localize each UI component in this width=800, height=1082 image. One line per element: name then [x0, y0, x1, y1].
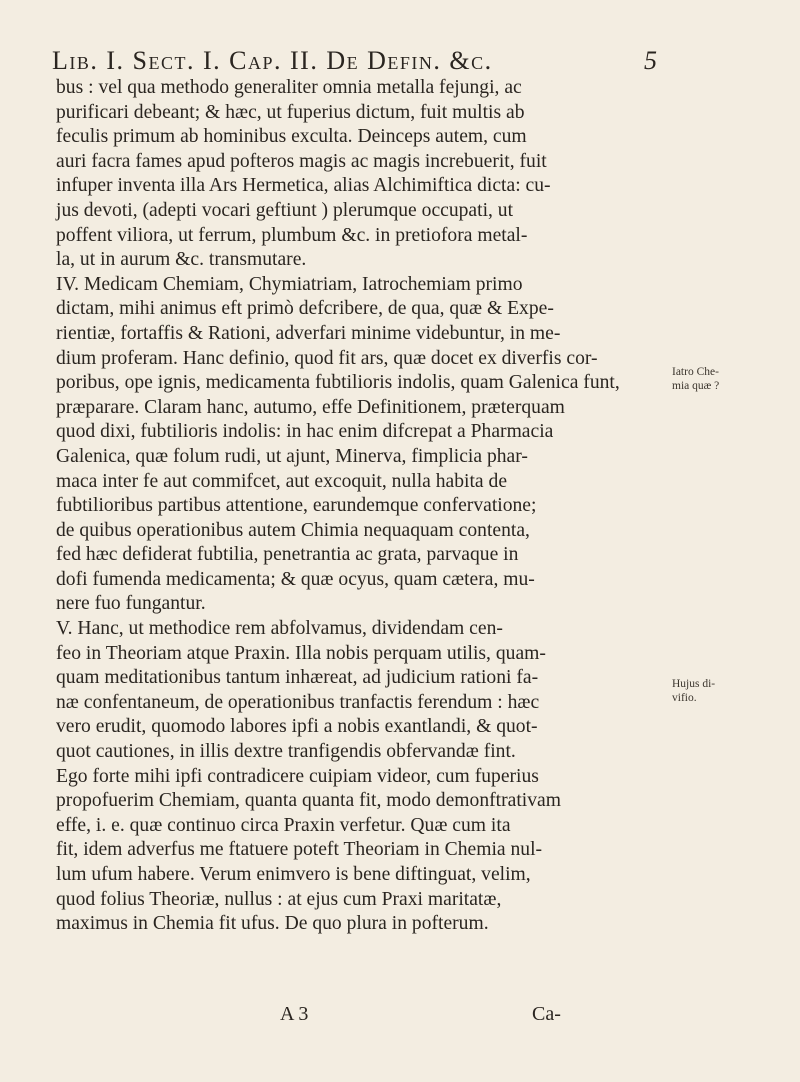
text-line: poribus, ope ignis, medicamenta fubtilioris indolis, quam Galenica funt,	[56, 372, 620, 394]
text-line: quod dixi, fubtilioris indolis: in hac enim difcrepat a Pharmacia	[56, 421, 554, 443]
text-line: jus devoti, (adepti vocari geftiunt ) plerumque occupati, ut	[56, 199, 514, 221]
margin-note-line: Iatro Che-	[672, 366, 719, 378]
text-line: dium proferam. Hanc definio, quod fit ars, quæ docet ex diverfis cor-	[56, 347, 598, 369]
text-line: purificari debeant; & hæc, ut fuperius dictum, fuit multis ab	[56, 101, 525, 123]
text-line: effe, i. e. quæ continuo circa Praxin verfetur. Quæ cum ita	[56, 814, 511, 836]
text-line: fed hæc defiderat fubtilia, penetrantia ac grata, parvaque in	[56, 544, 519, 566]
text-line: infuper inventa illa Ars Hermetica, alias Alchimiftica dicta: cu-	[56, 175, 551, 197]
margin-note-divisio	[672, 677, 715, 705]
text-line: præparare. Claram hanc, autumo, effe Definitionem, præterquam	[56, 396, 565, 418]
signature-mark: A 3	[280, 1003, 309, 1025]
text-line: bus : vel qua methodo generaliter omnia metalla fejungi, ac	[56, 77, 522, 98]
text-line: la, ut in aurum &c. transmutare.	[56, 249, 307, 271]
running-title: Lib. I. Sect. I. Cap. II. De Defin. &c.	[52, 46, 493, 75]
text-line: fit, idem adverfus me ftatuere poteft Theoriam in Chemia nul-	[56, 839, 543, 861]
page-number: 5	[644, 46, 657, 75]
text-line: Ego forte mihi ipfi contradicere cuipiam videor, cum fuperius	[56, 765, 539, 787]
text-line: nere fuo fungantur.	[56, 593, 206, 615]
text-line: vero erudit, quomodo labores ipfi a nobis exantlandi, & quot-	[56, 716, 538, 738]
catchword: Ca-	[532, 1003, 561, 1025]
text-line: dictam, mihi animus eft primò defcribere, de qua, quæ & Expe-	[56, 298, 554, 320]
margin-note-line: vifio.	[672, 692, 697, 704]
text-line: dofi fumenda medicamenta; & quæ ocyus, quam cætera, mu-	[56, 568, 535, 590]
text-line: poffent viliora, ut ferrum, plumbum &c. in pretiofora metal-	[56, 224, 528, 246]
text-line: quot cautiones, in illis dextre tranfigendis obfervandæ fint.	[56, 741, 516, 763]
text-line: V. Hanc, ut methodice rem abfolvamus, dividendam cen-	[56, 618, 503, 640]
text-line: de quibus operationibus autem Chimia nequaquam contenta,	[56, 519, 530, 541]
text-line: maca inter fe aut commifcet, aut excoquit, nulla habita de	[56, 470, 508, 492]
text-line: maximus in Chemia fit ufus. De quo plura in pofterum.	[56, 913, 489, 935]
text-line: quod folius Theoriæ, nullus : at ejus cum Praxi maritatæ,	[56, 888, 502, 910]
text-line: propofuerim Chemiam, quanta quanta fit, modo demonftrativam	[56, 790, 561, 812]
body-text	[56, 76, 666, 937]
margin-note-iatrochemia	[672, 365, 719, 393]
text-line: næ confentaneum, de operationibus tranfactis ferendum : hæc	[56, 691, 540, 713]
text-line: IV. Medicam Chemiam, Chymiatriam, Iatrochemiam primo	[56, 273, 523, 295]
margin-note-line: mia quæ ?	[672, 380, 720, 392]
text-line: rientiæ, fortaffis & Rationi, adverfari minime videbuntur, in me-	[56, 322, 561, 344]
text-line: feculis primum ab hominibus exculta. Deinceps autem, cum	[56, 126, 527, 148]
text-line: Galenica, quæ folum rudi, ut ajunt, Minerva, fimplicia phar-	[56, 445, 528, 467]
text-line: auri facra fames apud pofteros magis ac magis increbuerit, fuit	[56, 150, 547, 172]
text-line: feo in Theoriam atque Praxin. Illa nobis perquam utilis, quam-	[56, 642, 546, 664]
text-line: lum ufum habere. Verum enimvero is bene diftinguat, velim,	[56, 864, 531, 885]
text-line: fubtilioribus partibus attentione, earundemque confervatione;	[56, 495, 537, 517]
text-line: quam meditationibus tantum inhæreat, ad judicium rationi fa-	[56, 667, 539, 689]
margin-note-line: Hujus di-	[672, 678, 716, 690]
